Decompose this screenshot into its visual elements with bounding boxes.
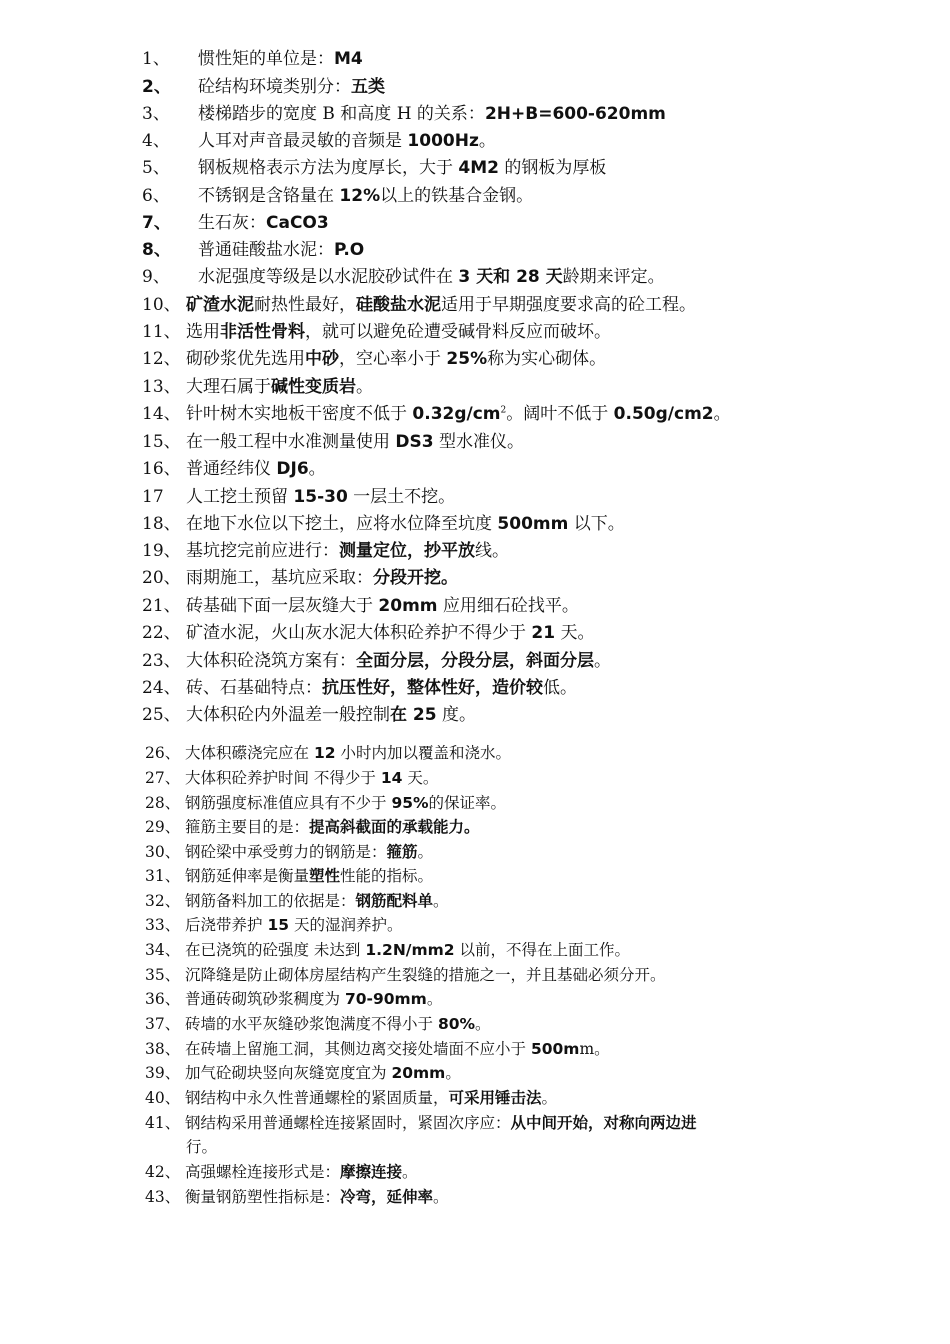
text-run: 的保证率。 (428, 794, 507, 812)
text-run: 一层土不挖。 (347, 487, 456, 507)
item-number: 9、 (142, 267, 170, 287)
text-run: 人工挖土预留 (186, 487, 294, 507)
list-item (142, 372, 373, 397)
superscript: 2 (500, 405, 507, 416)
text-run: 大体积砼浇筑方案有： (186, 651, 356, 671)
bold-text: 冷弯，延伸率 (340, 1188, 434, 1206)
item-text (198, 126, 496, 151)
text-run: 选用 (186, 322, 220, 342)
item-text (185, 963, 666, 985)
text-run: 耐热性最好， (254, 295, 356, 315)
item-number: 25、 (142, 705, 181, 725)
text-run: 砌砂浆优先选用 (186, 349, 305, 369)
text-run: 衡量钢筋塑性指标是： (185, 1188, 341, 1206)
list-item (142, 126, 496, 151)
list-item (142, 536, 509, 561)
item-text (198, 262, 665, 287)
text-run: 应用细石砼找平。 (437, 596, 579, 616)
item-number: 39、 (145, 1064, 181, 1082)
text-run: 普通经纬仪 (186, 459, 277, 479)
item-number: 42、 (145, 1163, 181, 1181)
text-run: 大理石属于 (186, 377, 271, 397)
list-item (145, 1185, 449, 1207)
text-run: 线。 (475, 541, 509, 561)
bold-text: 14 (380, 769, 403, 787)
text-run: 矿渣水泥，火山灰水泥大体积砼养护不得少于 (186, 623, 532, 643)
item-number: 13、 (142, 377, 181, 397)
list-item (145, 1012, 491, 1034)
text-run: 。 (308, 459, 326, 479)
item-text (186, 317, 611, 342)
item-number: 15、 (142, 432, 181, 452)
text-run: 砖墙的水平灰缝砂浆饱满度不得小于 (185, 1015, 438, 1033)
item-text (185, 1086, 557, 1108)
text-run: 加气砼砌块竖向灰缝宽度宜为 (185, 1064, 392, 1082)
item-number: 11、 (142, 322, 181, 342)
item-text (186, 700, 476, 725)
bold-text: 1000Hz (407, 131, 479, 151)
bold-text: M4 (334, 49, 363, 69)
item-text (186, 372, 373, 397)
item-text (186, 646, 611, 671)
list-item (142, 700, 476, 725)
item-text (185, 741, 511, 763)
text-run: 。 (356, 377, 373, 397)
text-run: ，空心率小于 (339, 349, 447, 369)
bold-text: 硅酸盐水泥 (356, 295, 441, 315)
item-text (186, 591, 579, 616)
item-number: 28、 (145, 794, 181, 812)
list-item (145, 938, 630, 960)
item-text (186, 509, 625, 534)
text-run: 砖、石基础特点： (186, 678, 322, 698)
text-run: 。 (475, 1015, 491, 1033)
item-text (186, 454, 326, 479)
bold-text: DJ6 (276, 459, 309, 479)
list-item (145, 840, 433, 862)
bold-text: 20mm (378, 596, 438, 616)
text-run: 基坑挖完前应进行： (186, 541, 339, 561)
text-run: 。阔叶不低于 (506, 404, 614, 424)
item-number: 22、 (142, 623, 181, 643)
item-number: 41、 (145, 1114, 181, 1132)
list-item (142, 262, 665, 287)
bold-text: DS3 (395, 432, 434, 452)
list-item (145, 1160, 418, 1182)
bold-text: 矿渣水泥 (186, 295, 254, 315)
item-number: 4、 (142, 131, 170, 151)
text-run: 高强螺栓连接形式是： (185, 1163, 341, 1181)
list-item (142, 317, 611, 342)
list-item (142, 563, 458, 588)
list-item (145, 1061, 461, 1083)
text-run: 。 (541, 1089, 558, 1107)
bold-text: 从中间开始，对称向两边进 (510, 1114, 697, 1132)
item-text (198, 235, 364, 260)
list-item (142, 618, 594, 643)
bold-text: 0.50g/cm2 (613, 404, 714, 424)
item-text (186, 482, 455, 507)
text-run: ，就可以避免砼遭受碱骨料反应而破坏。 (305, 322, 611, 342)
text-run: 以下。 (568, 514, 625, 534)
list-item (145, 791, 506, 813)
text-run: m。 (579, 1040, 610, 1058)
item-text (185, 1111, 697, 1133)
list-item (145, 815, 480, 837)
bold-text: 4M2 (458, 158, 499, 178)
bold-text: 15-30 (293, 487, 348, 507)
text-run: 大体积砼养护时间 不得少于 (185, 769, 381, 787)
text-run: 天的湿润养护。 (289, 916, 403, 934)
text-run: 钢砼梁中承受剪力的钢筋是： (185, 843, 387, 861)
text-run: 大体积礤浇完应在 (185, 744, 314, 762)
item-text (185, 1061, 461, 1083)
list-item (142, 673, 577, 698)
item-text (186, 344, 606, 369)
text-run: 。 (433, 1188, 449, 1206)
text-run: 在一般工程中水准测量使用 (186, 432, 396, 452)
text-run: 。 (433, 892, 449, 910)
bold-text: 25% (446, 349, 488, 369)
text-run: 钢筋备料加工的依据是： (185, 892, 356, 910)
item-text (186, 290, 696, 315)
list-item (142, 427, 524, 452)
item-number: 34、 (145, 941, 181, 959)
item-text (186, 673, 577, 698)
item-number: 43、 (145, 1188, 181, 1206)
list-item (142, 591, 579, 616)
item-text (198, 208, 329, 233)
bold-text: 95% (391, 794, 429, 812)
item-number: 40、 (145, 1089, 181, 1107)
text-run: 在地下水位以下挖土，应将水位降至坑度 (186, 514, 498, 534)
list-item (142, 153, 606, 178)
list-item (142, 509, 625, 534)
text-run: 惯性矩的单位是： (198, 49, 334, 69)
item-text (185, 1185, 449, 1207)
text-run: 钢板规格表示方法为度厚长，大于 (198, 158, 459, 178)
item-text (185, 1160, 418, 1182)
text-run: 箍筋主要目的是： (185, 818, 310, 836)
list-item (142, 208, 329, 233)
text-run: 钢筋强度标准值应具有不少于 (185, 794, 392, 812)
text-run: 生石灰： (198, 213, 266, 233)
item-41-continuation: 行。 (186, 1138, 218, 1156)
bold-text: 3 天和 28 天 (458, 267, 563, 287)
item-number: 20、 (142, 568, 181, 588)
bold-text: 1.2N/mm2 (365, 941, 455, 959)
bold-text: 五类 (351, 77, 385, 97)
list-item (145, 1111, 697, 1133)
item-number: 27、 (145, 769, 181, 787)
bold-text: 非活性骨料 (220, 322, 305, 342)
item-number: 17 (142, 487, 164, 507)
text-run: 楼梯踏步的宽度 B 和高度 H 的关系： (198, 104, 485, 124)
item-number: 5、 (142, 158, 170, 178)
text-run: 沉降缝是防止砌体房屋结构产生裂缝的措施之一，并且基础必须分开。 (185, 966, 666, 984)
list-item (142, 235, 364, 260)
text-run: 龄期来评定。 (562, 267, 665, 287)
item-number: 35、 (145, 966, 181, 984)
item-number: 21、 (142, 596, 181, 616)
text-run: 人耳对声音最灵敏的音频是 (198, 131, 408, 151)
bold-text: 箍筋 (386, 843, 418, 861)
text-run: 适用于早期强度要求高的砼工程。 (441, 295, 696, 315)
bold-text: P.O (334, 240, 365, 260)
bold-text: 碱性变质岩 (271, 377, 356, 397)
list-item (145, 1086, 557, 1108)
list-item (142, 482, 455, 507)
item-text (186, 618, 594, 643)
list-item (142, 646, 611, 671)
item-text (185, 815, 480, 837)
text-run: 雨期施工，基坑应采取： (186, 568, 373, 588)
item-number: 6、 (142, 186, 170, 206)
item-text (186, 427, 524, 452)
text-run: 砖基础下面一层灰缝大于 (186, 596, 379, 616)
item-number: 16、 (142, 459, 181, 479)
list-item (142, 344, 606, 369)
bold-text: 12% (339, 186, 381, 206)
list-item (142, 399, 731, 424)
bold-text: 测量定位，抄平放 (339, 541, 475, 561)
item-number: 26、 (145, 744, 181, 762)
item-text (186, 399, 731, 424)
text-run: 天。 (555, 623, 595, 643)
item-text (185, 1037, 610, 1059)
item-number: 14、 (142, 404, 181, 424)
list-item (145, 889, 449, 911)
list-item (142, 44, 363, 69)
item-number: 31、 (145, 867, 181, 885)
list-item (145, 913, 402, 935)
text-run: 型水准仪。 (433, 432, 524, 452)
text-run: 。 (713, 404, 731, 424)
list-item (142, 99, 666, 124)
text-run: 水泥强度等级是以水泥胶砂试件在 (198, 267, 459, 287)
text-run: 以前，不得在上面工作。 (454, 941, 630, 959)
bold-text: 可采用锤击法 (448, 1089, 542, 1107)
text-run: 普通硅酸盐水泥： (198, 240, 334, 260)
item-number: 33、 (145, 916, 181, 934)
item-text (185, 938, 630, 960)
text-run: 钢筋延伸率是衡量 (185, 867, 310, 885)
item-number: 12、 (142, 349, 181, 369)
list-item (145, 963, 666, 985)
text-run: 钢结构中永久性普通螺栓的紧固质量， (185, 1089, 449, 1107)
text-run: 低。 (543, 678, 577, 698)
bold-text: 21 (531, 623, 556, 643)
item-text (185, 791, 506, 813)
text-run: 度。 (436, 705, 476, 725)
text-run: 天。 (402, 769, 439, 787)
item-number: 24、 (142, 678, 181, 698)
item-number: 32、 (145, 892, 181, 910)
bold-text: 在 25 (390, 705, 437, 725)
item-text (185, 840, 433, 862)
item-text (198, 44, 363, 69)
text-run: 性能的指标。 (340, 867, 434, 885)
list-item (142, 454, 326, 479)
bold-text: CaCO3 (266, 213, 329, 233)
bold-text: 中砂 (305, 349, 339, 369)
item-number: 36、 (145, 990, 181, 1008)
bold-text: 12 (313, 744, 336, 762)
text-run: 大体积砼内外温差一般控制 (186, 705, 390, 725)
item-number: 38、 (145, 1040, 181, 1058)
bold-text: 0.32g/cm (412, 404, 501, 424)
text-run: 不锈钢是含铬量在 (198, 186, 340, 206)
bold-text: 500mm (497, 514, 569, 534)
text-run: 的钢板为厚板 (498, 158, 607, 178)
item-number: 30、 (145, 843, 181, 861)
bold-text: 抗压性好，整体性好，造价较 (322, 678, 543, 698)
item-number: 2、 (142, 77, 171, 97)
text-run: 在已浇筑的砼强度 未达到 (185, 941, 366, 959)
bold-text: 钢筋配料单 (355, 892, 434, 910)
item-number: 37、 (145, 1015, 181, 1033)
text-run: 砼结构环境类别分： (198, 77, 351, 97)
item-text (186, 563, 458, 588)
list-item (142, 72, 385, 97)
bold-text: 全面分层，分段分层，斜面分层 (356, 651, 594, 671)
text-run: 在砖墙上留施工洞，其侧边离交接处墙面不应小于 (185, 1040, 531, 1058)
bold-text: 15 (267, 916, 290, 934)
item-number: 8、 (142, 240, 171, 260)
item-text (185, 766, 438, 788)
list-item (142, 181, 533, 206)
list-item (145, 987, 442, 1009)
item-number: 3、 (142, 104, 170, 124)
item-text (198, 99, 666, 124)
item-text (198, 72, 385, 97)
text-run: 后浇带养护 (185, 916, 268, 934)
text-run: 。 (445, 1064, 461, 1082)
list-item (145, 1037, 610, 1059)
text-run: 。 (594, 651, 611, 671)
item-text (185, 987, 442, 1009)
item-text (185, 889, 449, 911)
text-run: 普通砖砌筑砂浆稠度为 (185, 990, 345, 1008)
bold-text: 500m (530, 1040, 580, 1058)
item-text (185, 864, 433, 886)
text-run: 钢结构采用普通螺栓连接紧固时，紧固次序应： (185, 1114, 511, 1132)
bold-text: 分段开挖。 (373, 568, 458, 588)
item-text (198, 181, 533, 206)
bold-text: 塑性 (309, 867, 341, 885)
list-item (145, 864, 433, 886)
text-run: 针叶树木实地板干密度不低于 (186, 404, 413, 424)
item-number: 7、 (142, 213, 171, 233)
text-run: 小时内加以覆盖和浇水。 (335, 744, 511, 762)
text-run: 。 (478, 131, 496, 151)
bold-text: 70-90mm (344, 990, 427, 1008)
bold-text: 2H+B=600-620mm (484, 104, 666, 124)
item-number: 23、 (142, 651, 181, 671)
list-item (145, 741, 511, 763)
item-text (186, 536, 509, 561)
item-text (198, 153, 606, 178)
item-number: 1、 (142, 49, 170, 69)
text-run: 。 (417, 843, 434, 861)
item-number: 29、 (145, 818, 181, 836)
item-text (185, 1012, 491, 1034)
text-run: 。 (426, 990, 443, 1008)
item-number: 18、 (142, 514, 181, 534)
bold-text: 摩擦连接 (340, 1163, 403, 1181)
text-run: 。 (402, 1163, 418, 1181)
text-run: 以上的铁基合金钢。 (380, 186, 534, 206)
bold-text: 80% (437, 1015, 476, 1033)
item-number: 10、 (142, 295, 181, 315)
list-item (145, 766, 438, 788)
bold-text: 提高斜截面的承载能力。 (309, 818, 480, 836)
item-text (185, 913, 402, 935)
bold-text: 20mm (391, 1064, 446, 1082)
text-run: 称为实心砌体。 (487, 349, 607, 369)
item-number: 19、 (142, 541, 181, 561)
list-item (142, 290, 696, 315)
